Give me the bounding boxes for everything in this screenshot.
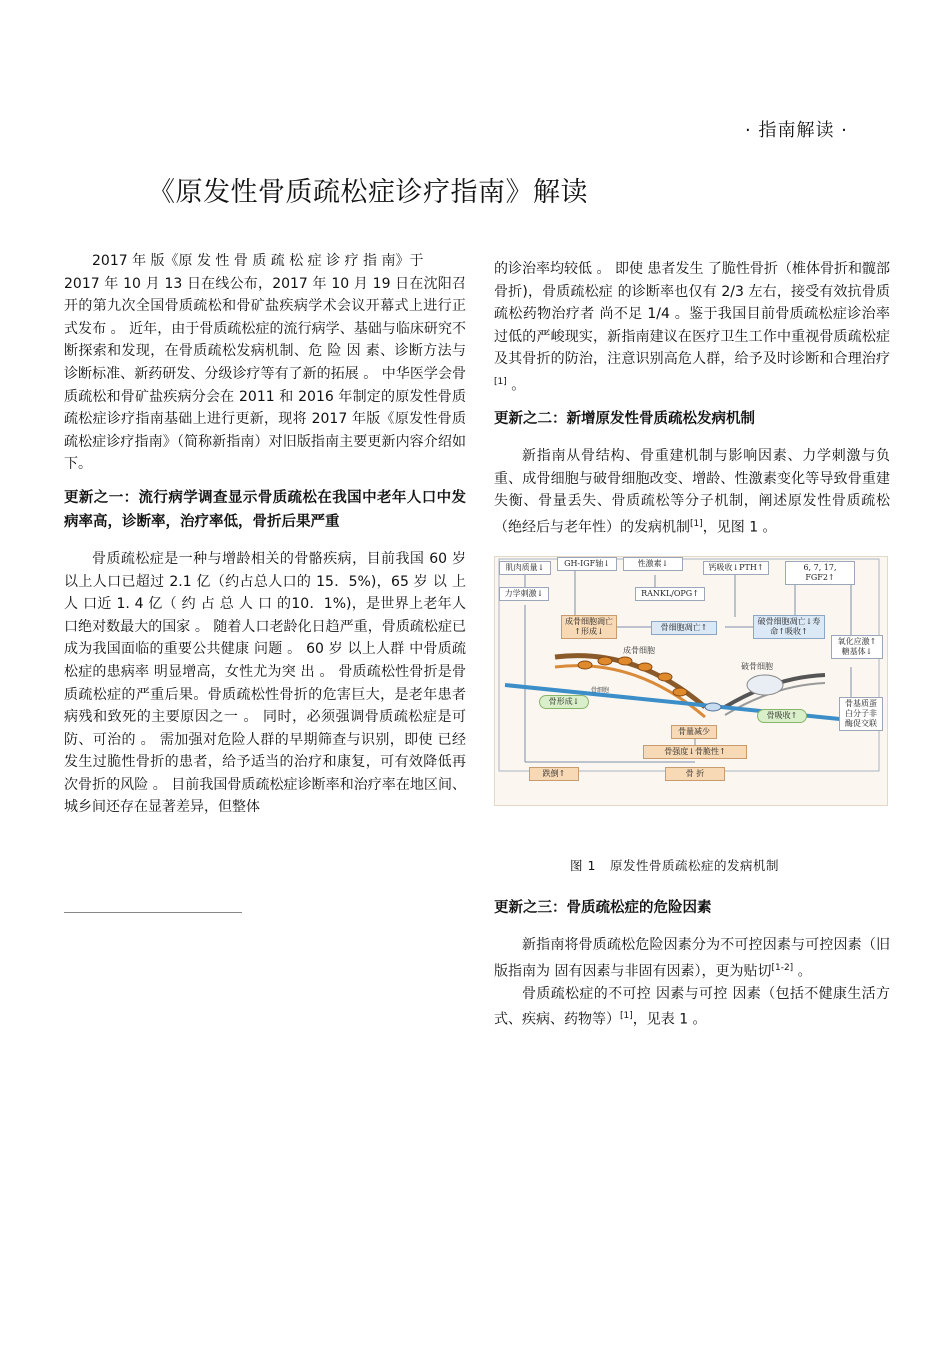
paragraph-continued-text: 的诊治率均较低 。 即使 患者发生 了脆性骨折（椎体骨折和髋部骨折)，骨质疏松症 的诊断率也仅有 2/3 左右，接受有效抗骨质疏松药物治疗者 尚不足 1/4 。鉴于我国目前骨质疏松症诊治率过低的严峻现实，新指南建议在医疗卫生工作中重视骨质疏松症及其骨折的防治，注意识别高危人群，给予及时诊断和合理治疗 [494,261,890,368]
paragraph-risk-factors [494,934,890,983]
box-bone-strength: 骨强度↓骨脆性↑ [643,745,747,759]
box-osteocyte: 骨细胞凋亡↑ [651,621,717,635]
paragraph-risk-table-text: 骨质疏松症的不可控 因素与可控 因素（包括不健康生活方式、疾病、药物等） [494,985,890,1029]
paragraph-risk-text: 新指南将骨质疏松危险因素分为不可控因素与可控因素（旧版指南为 固有因素与非固有因素），更为贴切 [494,937,890,980]
paragraph-end: ，见图 1 。 [702,519,777,536]
box-osteoblast: 成骨细胞凋亡↑形成↓ [561,615,617,639]
right-column-lower [494,886,890,1032]
paragraph-epidemiology: 骨质疏松症是一种与增龄相关的骨骼疾病，目前我国 60 岁以上人口已超过 2.1 亿（约占总人口的 15．5%)，65 岁 以 上 人 口近 1. 4 亿（ 约 占 总 人 口 的10．1%)，是世界上老年人口绝对数最大的国家 。 随着人口老龄化日趋严重，骨质疏松症已成为我国面临的重要公共健康 问题 。 60 岁 以上人群 中骨质疏松症的患病率 明显增高，女性尤为突 出 。 骨质疏松性骨折是骨质疏松症的严重后果。骨质疏松性骨折的危害巨大，是老年患者病残和致死的主要原因之一 。 同时，必须强调骨质疏松症是可防、可治的 。 需加强对危险人群的早期筛查与识别，即使 已经发生过脆性骨折的患者，给予适当的治疗和康复，可有效降低再次骨折的风险 。 目前我国骨质疏松症诊断率和治疗率在地区间、城乡间还存在显著差异，但整体 [64,550,466,816]
citation-ref: [1] [620,1011,633,1022]
paragraph-continued [494,258,890,397]
right-column [494,258,890,539]
paragraph-mechanism-text: 新指南从骨结构、骨重建机制与影响因素、力学刺激与负重、成骨细胞与破骨细胞改变、增龄、性激素变化等导致骨重建失衡、骨量丢失、骨质疏松等分子机制，阐述原发性骨质疏松（绝经后与老年性）的发病机制 [494,448,890,536]
paragraph-risk-table [494,983,890,1032]
citation-ref: [1-2] [771,962,794,973]
box-gh-igf: GH-IGF轴↓ [557,557,617,571]
citation-ref: [1] [494,376,507,387]
box-oxidative: 氧化应激↑糖基体↓ [831,635,883,659]
heading-update-2: 更新之二：新增原发性骨质疏松发病机制 [494,411,755,428]
label-osteoclast-cell: 破骨细胞 [741,662,773,671]
box-muscle: 肌肉质量↓ [499,561,551,575]
intro-paragraph: 2017 年 10 月 13 日在线公布，2017 年 10 月 19 日在沈阳召开的第九次全国骨质疏松和骨矿盐疾病学术会议开幕式上进行正式发布 。 近年，由于骨质疏松症的流行病学、基础与临床研究不断探索和发现，在骨质疏松发病机制、危 险 因 素、诊断方法与诊断标准、新药研发、分级诊疗等有了新的拓展 。 中华医学会骨质疏松和骨矿盐疾病分会在 2011 和 2016 年制定的原发性骨质疏松症诊疗指南基础上进行更新，现将 2017 年版《原发性骨质疏松症诊疗指南》（简称新指南）对旧版指南主要更新内容介绍如下。 [64,275,466,473]
box-fracture: 骨 折 [665,767,725,781]
paragraph-mechanism [494,445,890,539]
heading-update-1: 更新之一：流行病学调查显示骨质疏松在我国中老年人口中发病率高，诊断率，治疗率低，骨折后果严重 [64,489,466,530]
box-bone-matrix: 骨基质蛋白分子非酶促交联 [839,697,883,731]
figure-caption [570,856,793,874]
box-sex-hormone: 性激素↓ [623,557,683,571]
box-fall: 跌倒↑ [529,767,579,781]
intro-first-line: 2017 年 版《原 发 性 骨 质 疏 松 症 诊 疗 指 南》于 [92,253,424,269]
box-rankl: RANKL/OPG↑ [635,587,705,601]
article-title: 《原发性骨质疏松症诊疗指南》解读 [148,177,588,208]
label-osteoblast-cell: 成骨细胞 [623,646,655,655]
figure-mechanism-diagram [494,556,888,806]
box-osteoclast: 破骨细胞凋亡↓寿命↑吸收↑ [753,615,825,639]
citation-ref: [1] [690,519,703,529]
paragraph-end: ，见表 1 。 [632,1012,707,1029]
paragraph-end: 。 [793,963,812,980]
figure-caption-number: 图 1 [570,858,596,873]
left-column [64,250,466,819]
box-mechanical: 力学刺激↓ [499,587,549,601]
box-calcium: 钙吸收↓PTH↑ [703,561,769,575]
badge-bone-resorption: 骨吸收↑ [757,709,807,723]
paragraph-end: 。 [506,377,526,394]
box-interleukin: 6, 7, 17, FGF2↑ [785,561,855,585]
footnote-rule [64,912,242,913]
label-bone-cell: 骨细胞 [591,687,610,694]
section-tag: · 指南解读 · [745,120,848,141]
figure-caption-text: 原发性骨质疏松症的发病机制 [609,858,779,873]
heading-update-3: 更新之三：骨质疏松症的危险因素 [494,900,712,916]
box-bone-loss: 骨量减少 [671,725,717,739]
badge-bone-formation: 骨形成↓ [539,695,589,709]
